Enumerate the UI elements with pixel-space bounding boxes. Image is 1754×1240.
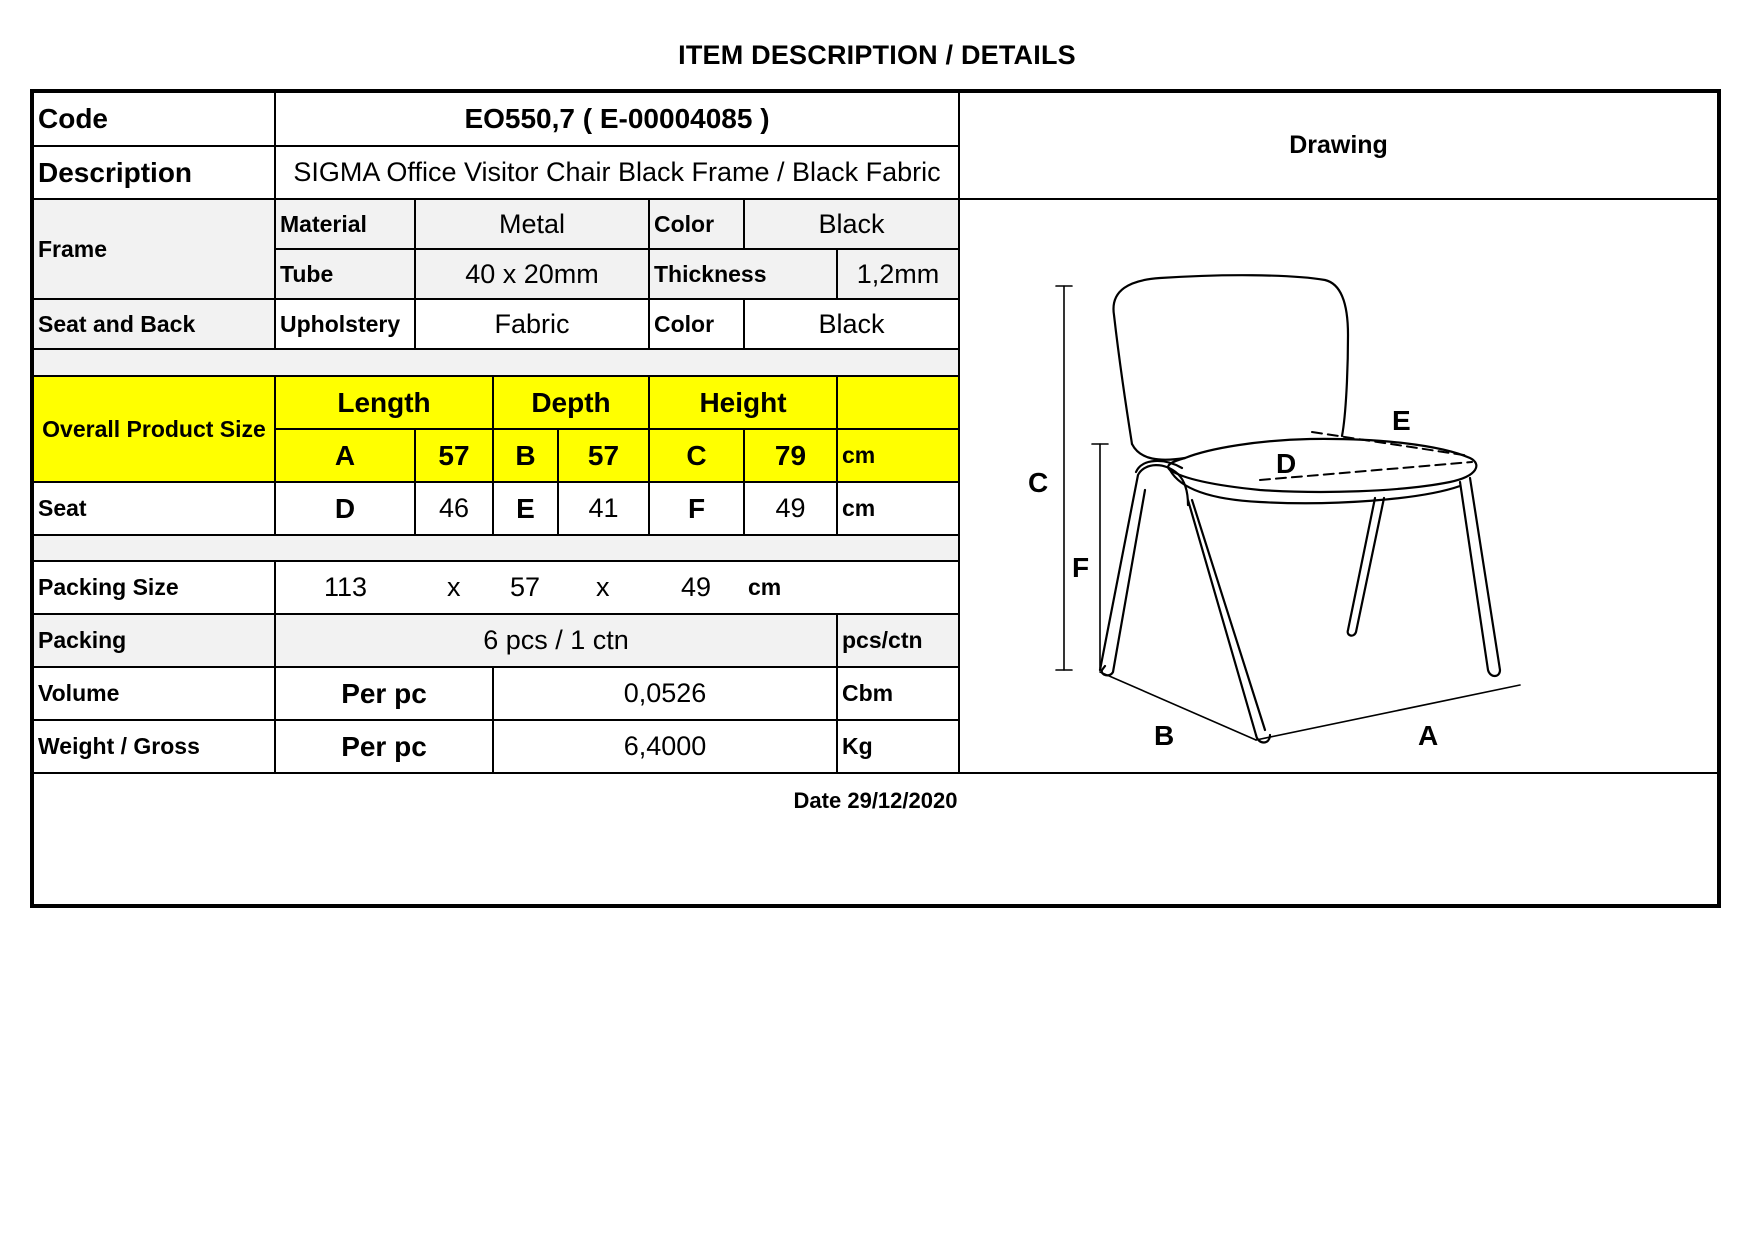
packing-size-values: [276, 562, 960, 615]
depth-header: Depth: [494, 377, 650, 430]
leg-front-right: [1460, 478, 1500, 676]
drawing-letter-b: B: [1154, 720, 1175, 751]
dim-e-key: E: [494, 483, 559, 536]
upholstery-label: Upholstery: [276, 300, 416, 350]
spacer-row-2: [34, 536, 960, 562]
packing-x1: x: [447, 572, 461, 602]
frame-thickness-label: Thickness: [650, 250, 838, 300]
volume-unit: Cbm: [838, 668, 960, 721]
dim-b-value: 57: [559, 430, 650, 483]
dim-e-value: 41: [559, 483, 650, 536]
volume-label: Volume: [34, 668, 276, 721]
height-header: Height: [650, 377, 838, 430]
leg-front-left: [1178, 474, 1256, 735]
dim-c-key: C: [650, 430, 745, 483]
volume-per: Per pc: [276, 668, 494, 721]
upholstery-value: Fabric: [416, 300, 650, 350]
backrest-side: [1132, 444, 1185, 460]
drawing-letter-e: E: [1392, 405, 1411, 436]
leg-front-left-b: [1192, 500, 1265, 730]
dim-d-key: D: [276, 483, 416, 536]
overall-unit: cm: [838, 430, 960, 483]
frame-thickness-value: 1,2mm: [838, 250, 960, 300]
drawing-letter-a: A: [1418, 720, 1439, 751]
dim-line-e: [1312, 432, 1470, 456]
frame-color-value: Black: [745, 200, 960, 250]
weight-unit: Kg: [838, 721, 960, 774]
frame-tube-value: 40 x 20mm: [416, 250, 650, 300]
dim-b-key: B: [494, 430, 559, 483]
dim-f-key: F: [650, 483, 745, 536]
date-row: [34, 774, 1717, 904]
packing-length: 113: [324, 572, 368, 602]
floor-line-a: [1256, 685, 1520, 740]
drawing-letter-c: C: [1028, 467, 1049, 498]
dim-d-value: 46: [416, 483, 494, 536]
dim-a-key: A: [276, 430, 416, 483]
dim-a-value: 57: [416, 430, 494, 483]
packing-x2: x: [596, 572, 610, 602]
drawing-letter-d: D: [1276, 448, 1297, 479]
page-title: ITEM DESCRIPTION / DETAILS: [678, 40, 1076, 70]
packing-size-unit: cm: [748, 574, 782, 600]
seat-back-label: Seat and Back: [34, 300, 276, 350]
floor-line-b: [1100, 672, 1256, 740]
seat-color-value: Black: [745, 300, 960, 350]
frame-material-label: Material: [276, 200, 416, 250]
packing-unit: pcs/ctn: [838, 615, 960, 668]
leg-back-right: [1348, 498, 1384, 636]
seat-color-label: Color: [650, 300, 745, 350]
code-label: Code: [34, 93, 276, 147]
frame-tube-label: Tube: [276, 250, 416, 300]
packing-value: 6 pcs / 1 ctn: [276, 615, 838, 668]
date-text: Date 29/12/2020: [793, 788, 958, 813]
chair-drawing: [960, 200, 1717, 772]
weight-value: 6,4000: [494, 721, 838, 774]
spacer-row: [34, 350, 960, 377]
frame-loop: [1100, 465, 1178, 670]
weight-per: Per pc: [276, 721, 494, 774]
packing-height: 49: [681, 572, 712, 602]
details-sheet: [30, 89, 1721, 908]
volume-value: 0,0526: [494, 668, 838, 721]
seat-label: Seat: [34, 483, 276, 536]
description-value: SIGMA Office Visitor Chair Black Frame / Black Fabric: [276, 147, 960, 200]
drawing-label: Drawing: [960, 93, 1717, 200]
dim-c-value: 79: [745, 430, 838, 483]
overall-size-label: Overall Product Size: [34, 377, 276, 483]
packing-size-label: Packing Size: [34, 562, 276, 615]
drawing-letter-f: F: [1072, 552, 1090, 583]
packing-label: Packing: [34, 615, 276, 668]
drawing-area: [960, 200, 1717, 774]
weight-label: Weight / Gross: [34, 721, 276, 774]
frame-label: Frame: [34, 200, 276, 300]
packing-width: 57: [510, 572, 541, 602]
frame-color-label: Color: [650, 200, 745, 250]
code-value: EO550,7 ( E-00004085 ): [276, 93, 960, 147]
frame-material-value: Metal: [416, 200, 650, 250]
seat-unit: cm: [838, 483, 960, 536]
leg-back-left: [1102, 490, 1145, 675]
backrest-shape: [1113, 275, 1348, 444]
dim-f-value: 49: [745, 483, 838, 536]
description-label: Description: [34, 147, 276, 200]
length-header: Length: [276, 377, 494, 430]
blank-header: [838, 377, 960, 430]
